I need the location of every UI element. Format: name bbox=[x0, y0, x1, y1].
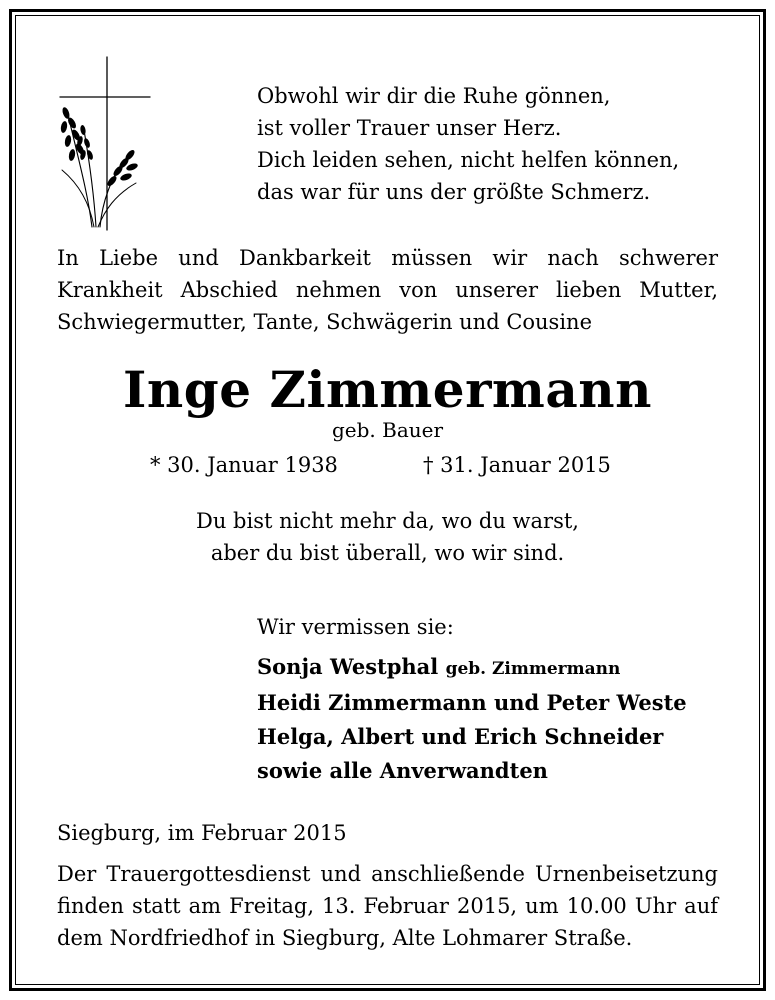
mourners-list bbox=[257, 650, 687, 788]
mourner-entry: Heidi Zimmermann und Peter Weste bbox=[257, 690, 687, 715]
service-line: dem Nordfriedhof in Siegburg, Alte Lohmarer Straße. bbox=[57, 926, 633, 950]
maiden-name: geb. Bauer bbox=[331, 418, 444, 442]
intro-line: Krankheit Abschied nehmen von unserer lieben Mutter, bbox=[57, 278, 718, 302]
mourner-entry: sowie alle Anverwandten bbox=[257, 758, 548, 783]
poem-line: das war für uns der größte Schmerz. bbox=[257, 180, 651, 204]
service-line: Der Trauergottesdienst und anschließende Urnenbeisetzung bbox=[57, 862, 718, 886]
poem-line: ist voller Trauer unser Herz. bbox=[257, 116, 562, 140]
mourner-maiden-note: geb. Zimmermann bbox=[445, 659, 621, 679]
deceased-name: Inge Zimmermann bbox=[123, 360, 652, 419]
poem-line: Dich leiden sehen, nicht helfen können, bbox=[257, 148, 680, 172]
poem-line: Obwohl wir dir die Ruhe gönnen, bbox=[257, 84, 611, 108]
service-line: finden statt am Freitag, 13. Februar 2015, um 10.00 Uhr auf bbox=[57, 894, 718, 918]
death-date: † 31. Januar 2015 bbox=[423, 453, 611, 477]
cross-with-wheat-icon bbox=[50, 55, 160, 235]
mourner-entry bbox=[257, 650, 687, 686]
verse-line: aber du bist überall, wo wir sind. bbox=[210, 541, 565, 565]
memorial-verse bbox=[0, 505, 775, 569]
service-info bbox=[57, 858, 718, 954]
intro-text bbox=[57, 242, 718, 338]
mourner-name: Sonja Westphal bbox=[257, 654, 439, 679]
birth-date: * 30. Januar 1938 bbox=[150, 453, 338, 477]
place-and-date: Siegburg, im Februar 2015 bbox=[57, 821, 347, 845]
opening-poem bbox=[257, 80, 679, 208]
verse-line: Du bist nicht mehr da, wo du warst, bbox=[196, 509, 579, 533]
intro-line: In Liebe und Dankbarkeit müssen wir nach schwerer bbox=[57, 246, 718, 270]
mourner-entry: Helga, Albert und Erich Schneider bbox=[257, 724, 664, 749]
mourners-heading: Wir vermissen sie: bbox=[257, 615, 454, 639]
intro-line: Schwiegermutter, Tante, Schwägerin und Cousine bbox=[57, 310, 593, 334]
